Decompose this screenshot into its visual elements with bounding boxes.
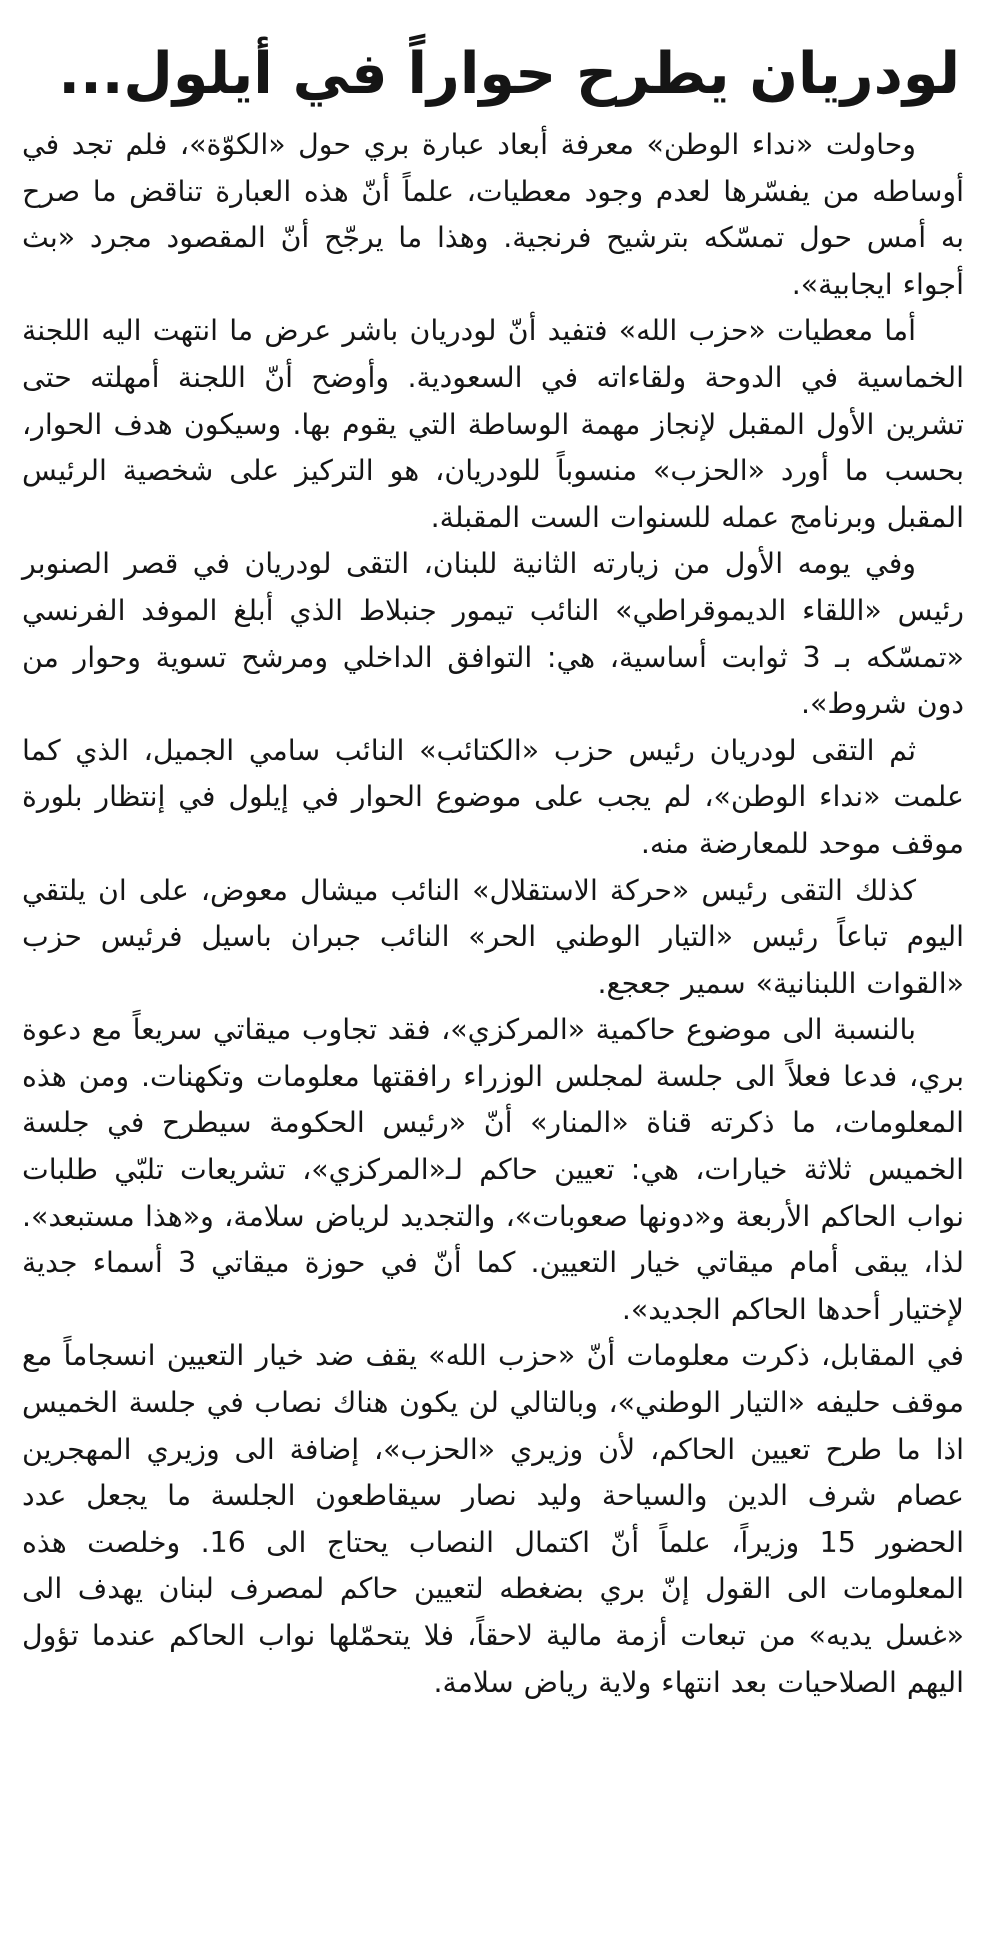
article-paragraph-4: ثم التقى لودريان رئيس حزب «الكتائب» النائب سامي الجميل، الذي كما علمت «نداء الوطن»، لم يجب على موضوع الحوار في إيلول في إنتظار بلورة موقف موحد للمعارضة منه. (22, 733, 964, 860)
article-paragraph-1: وحاولت «نداء الوطن» معرفة أبعاد عبارة بري حول «الكوّة»، فلم تجد في أوساطه من يفسّرها لعدم وجود معطيات، علماً أنّ هذه العبارة تناقض ما صرح به أمس حول تمسّكه بترشيح فرنجية. وهذا ما يرجّح أنّ المقصود مجرد «بث أجواء ايجابية». (22, 128, 964, 301)
article-paragraph-5: كذلك التقى رئيس «حركة الاستقلال» النائب ميشال معوض، على ان يلتقي اليوم تباعاً رئيس «التيار الوطني الحر» النائب جبران باسيل فرئيس حزب «القوات اللبنانية» سمير جعجع. (22, 873, 964, 1000)
article-paragraph-7: في المقابل، ذكرت معلومات أنّ «حزب الله» يقف ضد خيار التعيين انسجاماً مع موقف حليفه «التيار الوطني»، وبالتالي لن يكون هناك نصاب في جلسة الخميس اذا ما طرح تعيين الحاكم، لأن وزيري «الحزب»، إضافة الى وزيري المهجرين عصام شرف الدين والسياحة وليد نصار سيقاطعون الجلسة ما يجعل عدد الحضور 15 وزيراً، علماً أنّ اكتمال النصاب يحتاج الى 16. وخلصت هذه المعلومات الى القول إنّ بري بضغطه لتعيين حاكم لمصرف لبنان يهدف الى «غسل يديه» من تبعات أزمة مالية لاحقاً، فلا يتحمّلها نواب الحاكم عندما تؤول اليهم الصلاحيات بعد انتهاء ولاية رياض سلامة. (22, 1339, 964, 1699)
article-body (22, 122, 964, 1706)
article-paragraph-2: أما معطيات «حزب الله» فتفيد أنّ لودريان باشر عرض ما انتهت اليه اللجنة الخماسية في الدوحة ولقاءاته في السعودية. وأوضح أنّ اللجنة أمهلته حتى تشرين الأول المقبل لإنجاز مهمة الوساطة التي يقوم بها. وسيكون هدف الحوار، بحسب ما أورد «الحزب» منسوباً للودريان، هو التركيز على شخصية الرئيس المقبل وبرنامج عمله للسنوات الست المقبلة. (22, 314, 964, 534)
article-headline: لودريان يطرح حواراً في أيلول... (58, 41, 960, 107)
article-paragraph-3: وفي يومه الأول من زيارته الثانية للبنان، التقى لودريان في قصر الصنوبر رئيس «اللقاء الديموقراطي» النائب تيمور جنبلاط الذي أبلغ الموفد الفرنسي «تمسّكه بـ 3 ثوابت أساسية، هي: التوافق الداخلي ومرشح تسوية وحوار من دون شروط». (22, 547, 964, 721)
article-paragraph-6: بالنسبة الى موضوع حاكمية «المركزي»، فقد تجاوب ميقاتي سريعاً مع دعوة بري، فدعا فعلاً الى جلسة لمجلس الوزراء رافقتها معلومات وتكهنات. ومن هذه المعلومات، ما ذكرته قناة «المنار» أنّ «رئيس الحكومة سيطرح في جلسة الخميس ثلاثة خيارات، هي: تعيين حاكم لـ«المركزي»، تشريعات تلبّي طلبات نواب الحاكم الأربعة و«دونها صعوبات»، والتجديد لرياض سلامة، و«هذا مستبعد». لذا، يبقى أمام ميقاتي خيار التعيين. كما أنّ في حوزة ميقاتي 3 أسماء جدية لإختيار أحدها الحاكم الجديد». (22, 1013, 965, 1326)
